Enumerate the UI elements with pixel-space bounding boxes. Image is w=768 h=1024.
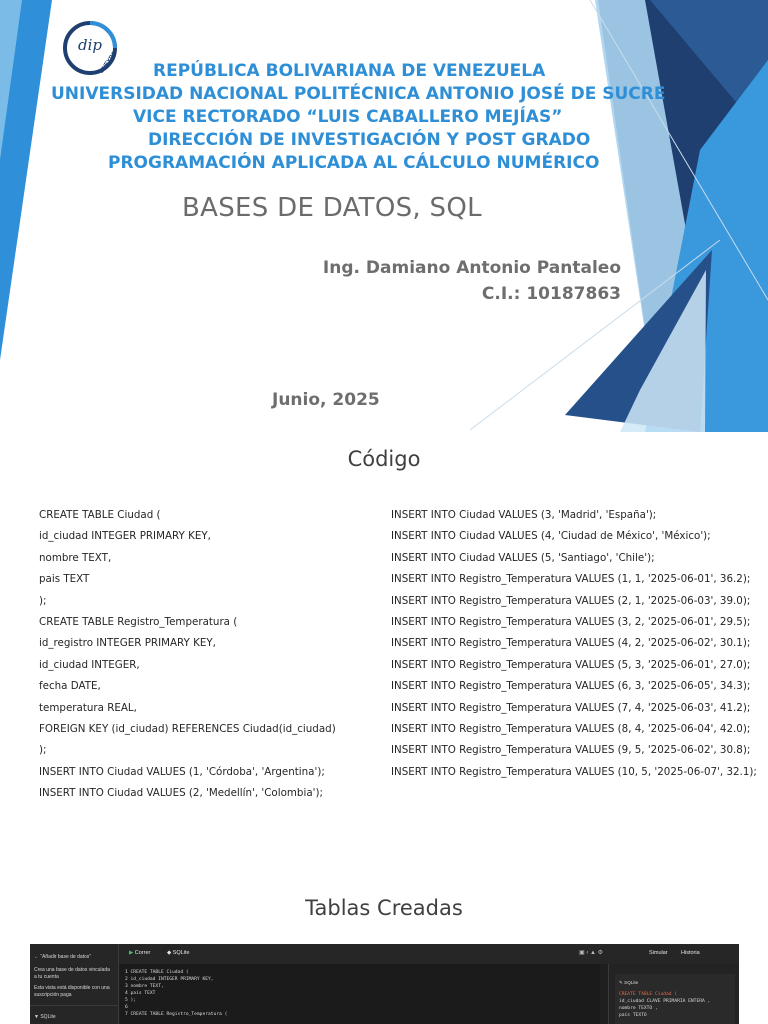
sidebar-text: Crea una base de datos vinculada a tu cuenta (34, 967, 110, 980)
code-line: INSERT INTO Registro_Temperatura VALUES (3, 2, '2025-06-01', 29.5); (391, 615, 751, 628)
code-line: fecha DATE, (39, 680, 101, 693)
db-name: SQLite (40, 1014, 56, 1020)
editor-line: 3 nombre TEXT, (125, 984, 164, 989)
output-panel (608, 964, 739, 1024)
code-editor (120, 964, 600, 1024)
code-line: ); (39, 744, 47, 757)
panel-title-text: SQLite (624, 980, 639, 985)
code-line: INSERT INTO Registro_Temperatura VALUES (8, 4, '2025-06-04', 42.0); (391, 722, 751, 735)
sqlite-tab: ◆ SQLite (167, 950, 190, 956)
panel-line: nombre TEXTO , (619, 1006, 658, 1011)
code-line: INSERT INTO Registro_Temperatura VALUES (6, 3, '2025-06-05', 34.3); (391, 680, 751, 693)
editor-line: 2 id_ciudad INTEGER PRIMARY KEY, (125, 977, 214, 982)
sqlite-tab-label: SQLite (172, 950, 190, 956)
sql-code-right-column (391, 505, 757, 783)
code-line: INSERT INTO Ciudad VALUES (5, 'Santiago', 'Chile'); (391, 551, 655, 564)
code-line: INSERT INTO Registro_Temperatura VALUES (5, 3, '2025-06-01', 27.0); (391, 658, 751, 671)
history-tab: Historia (681, 950, 700, 956)
editor-line: 7 CREATE TABLE Registro_Temperatura ( (125, 1012, 228, 1017)
panel-line: CREATE TABLE Ciudad ( (619, 992, 678, 997)
divider (30, 1005, 118, 1006)
run-tab: ▶ Correr (129, 950, 151, 956)
code-line: INSERT INTO Registro_Temperatura VALUES (10, 5, '2025-06-07', 32.1); (391, 765, 757, 778)
tables-slide (0, 857, 768, 1024)
code-line: INSERT INTO Ciudad VALUES (3, 'Madrid', 'España'); (391, 509, 657, 521)
code-line: INSERT INTO Ciudad VALUES (2, 'Medellín', 'Colombia'); (39, 787, 323, 800)
code-line: INSERT INTO Ciudad VALUES (4, 'Ciudad de México', 'México'); (391, 530, 711, 543)
code-line: id_ciudad INTEGER PRIMARY KEY, (39, 530, 211, 543)
sql-code-left-column (39, 505, 336, 804)
header-universidad: UNIVERSIDAD NACIONAL POLITÉCNICA ANTONIO JOSÉ DE SUCRE (51, 84, 666, 104)
code-slide (0, 432, 768, 857)
code-line: INSERT INTO Registro_Temperatura VALUES (7, 4, '2025-06-03', 41.2); (391, 701, 751, 714)
screenshot-toolbar (119, 944, 739, 964)
code-slide-title: Código (347, 447, 421, 471)
code-line: CREATE TABLE Ciudad ( (39, 509, 161, 521)
code-line: INSERT INTO Registro_Temperatura VALUES (1, 1, '2025-06-01', 36.2); (391, 573, 751, 586)
title-slide (0, 0, 768, 432)
logo-ring-text: UNEXPO (98, 50, 118, 75)
code-line: id_registro INTEGER PRIMARY KEY, (39, 637, 216, 650)
code-line: INSERT INTO Registro_Temperatura VALUES (2, 1, '2025-06-03', 39.0); (391, 594, 751, 607)
panel-title: ✎ SQLite (619, 980, 639, 985)
code-line: pais TEXT (39, 573, 90, 586)
deck-title: BASES DE DATOS, SQL (182, 193, 482, 223)
editor-line: 6 (125, 1005, 128, 1010)
code-line: id_ciudad INTEGER, (39, 658, 140, 671)
editor-line: 5 ); (125, 998, 137, 1003)
code-line: INSERT INTO Ciudad VALUES (1, 'Córdoba', 'Argentina'); (39, 765, 325, 778)
header-direccion: DIRECCIÓN DE INVESTIGACIÓN Y POST GRADO (148, 130, 591, 150)
simulate-tab: Simular (649, 950, 668, 956)
header-republica: REPÚBLICA BOLIVARIANA DE VENEZUELA (153, 61, 546, 81)
code-line: CREATE TABLE Registro_Temperatura ( (39, 615, 238, 628)
dip-unexpo-logo (62, 20, 118, 76)
code-line: INSERT INTO Registro_Temperatura VALUES (4, 2, '2025-06-02', 30.1); (391, 637, 751, 650)
header-vicerrectorado: VICE RECTORADO “LUIS CABALLERO MEJÍAS” (133, 107, 563, 127)
screenshot-sidebar (30, 944, 119, 1024)
code-line: temperatura REAL, (39, 701, 137, 714)
panel-line: país TEXTO (619, 1013, 647, 1018)
presentation-date: Junio, 2025 (272, 390, 380, 410)
back-link: ← “Añadir base de datos” (34, 954, 91, 960)
panel-line: id_ciudad CLAVE PRIMARIA ENTERA , (619, 999, 711, 1004)
header-programacion: PROGRAMACIÓN APLICADA AL CÁLCULO NUMÉRICO (108, 153, 600, 173)
author-id: C.I.: 10187863 (481, 284, 621, 304)
logo-text: dip (78, 36, 103, 54)
editor-line: 1 CREATE TABLE Ciudad ( (125, 970, 189, 975)
run-tab-label: Correr (134, 950, 151, 956)
code-line: FOREIGN KEY (id_ciudad) REFERENCES Ciudad(id_ciudad) (39, 722, 336, 735)
tables-slide-title: Tablas Creadas (305, 896, 463, 920)
code-line: ); (39, 594, 47, 607)
toolbar-icons: ▣ ‹ ▲ ⚙ (579, 950, 603, 956)
code-line: INSERT INTO Registro_Temperatura VALUES (9, 5, '2025-06-02', 30.8); (391, 744, 751, 757)
sidebar-text: Esta vista está disponible con una suscripción paga (34, 985, 110, 998)
db-label: ▼ SQLite (34, 1014, 56, 1020)
sqlite-result-card (615, 974, 735, 1024)
sqlite-editor-screenshot (30, 944, 739, 1024)
editor-line: 4 pais TEXT (125, 991, 156, 996)
code-line: nombre TEXT, (39, 551, 112, 564)
author-name: Ing. Damiano Antonio Pantaleo (322, 258, 621, 278)
